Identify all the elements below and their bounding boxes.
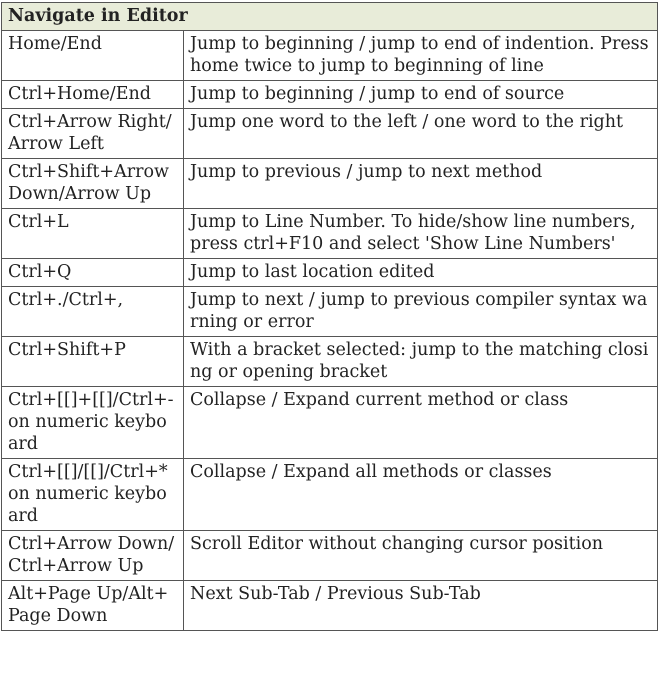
shortcut-description: Jump to next / jump to previous compiler syntax warning or error <box>184 287 658 337</box>
table-row <box>2 209 658 259</box>
shortcut-key: Ctrl+[[]+[[]/Ctrl+- on numeric keyboard <box>2 387 184 459</box>
table-row <box>2 109 658 159</box>
shortcut-description: Jump to Line Number. To hide/show line numbers, press ctrl+F10 and select 'Show Line Numbers' <box>184 209 658 259</box>
table-row <box>2 81 658 109</box>
shortcut-key: Ctrl+./Ctrl+, <box>2 287 184 337</box>
table-body <box>2 31 658 631</box>
table-row <box>2 337 658 387</box>
table-row <box>2 531 658 581</box>
shortcut-description: Jump to beginning / jump to end of indention. Press home twice to jump to beginning of line <box>184 31 658 81</box>
shortcut-description: Jump to beginning / jump to end of source <box>184 81 658 109</box>
shortcut-description: Scroll Editor without changing cursor position <box>184 531 658 581</box>
table-row <box>2 159 658 209</box>
table-header-row <box>2 3 658 31</box>
shortcut-key: Ctrl+Shift+P <box>2 337 184 387</box>
shortcut-description: Jump one word to the left / one word to the right <box>184 109 658 159</box>
table-title: Navigate in Editor <box>2 3 658 31</box>
shortcut-description: Jump to last location edited <box>184 259 658 287</box>
shortcut-description: Collapse / Expand current method or class <box>184 387 658 459</box>
shortcut-table <box>1 2 658 631</box>
shortcut-key: Ctrl+Q <box>2 259 184 287</box>
shortcut-description: Collapse / Expand all methods or classes <box>184 459 658 531</box>
table-row <box>2 581 658 631</box>
shortcut-key: Alt+Page Up/Alt+Page Down <box>2 581 184 631</box>
table-row <box>2 287 658 337</box>
shortcut-key: Home/End <box>2 31 184 81</box>
shortcut-description: With a bracket selected: jump to the matching closing or opening bracket <box>184 337 658 387</box>
shortcut-key: Ctrl+Arrow Right/Arrow Left <box>2 109 184 159</box>
shortcut-key: Ctrl+[[]/[[]/Ctrl+* on numeric keyboard <box>2 459 184 531</box>
shortcut-key: Ctrl+Shift+Arrow Down/Arrow Up <box>2 159 184 209</box>
shortcut-description: Jump to previous / jump to next method <box>184 159 658 209</box>
shortcut-key: Ctrl+Home/End <box>2 81 184 109</box>
table-row <box>2 459 658 531</box>
table-row <box>2 387 658 459</box>
table-row <box>2 31 658 81</box>
shortcut-description: Next Sub-Tab / Previous Sub-Tab <box>184 581 658 631</box>
shortcut-key: Ctrl+Arrow Down/ Ctrl+Arrow Up <box>2 531 184 581</box>
table-row <box>2 259 658 287</box>
shortcut-key: Ctrl+L <box>2 209 184 259</box>
